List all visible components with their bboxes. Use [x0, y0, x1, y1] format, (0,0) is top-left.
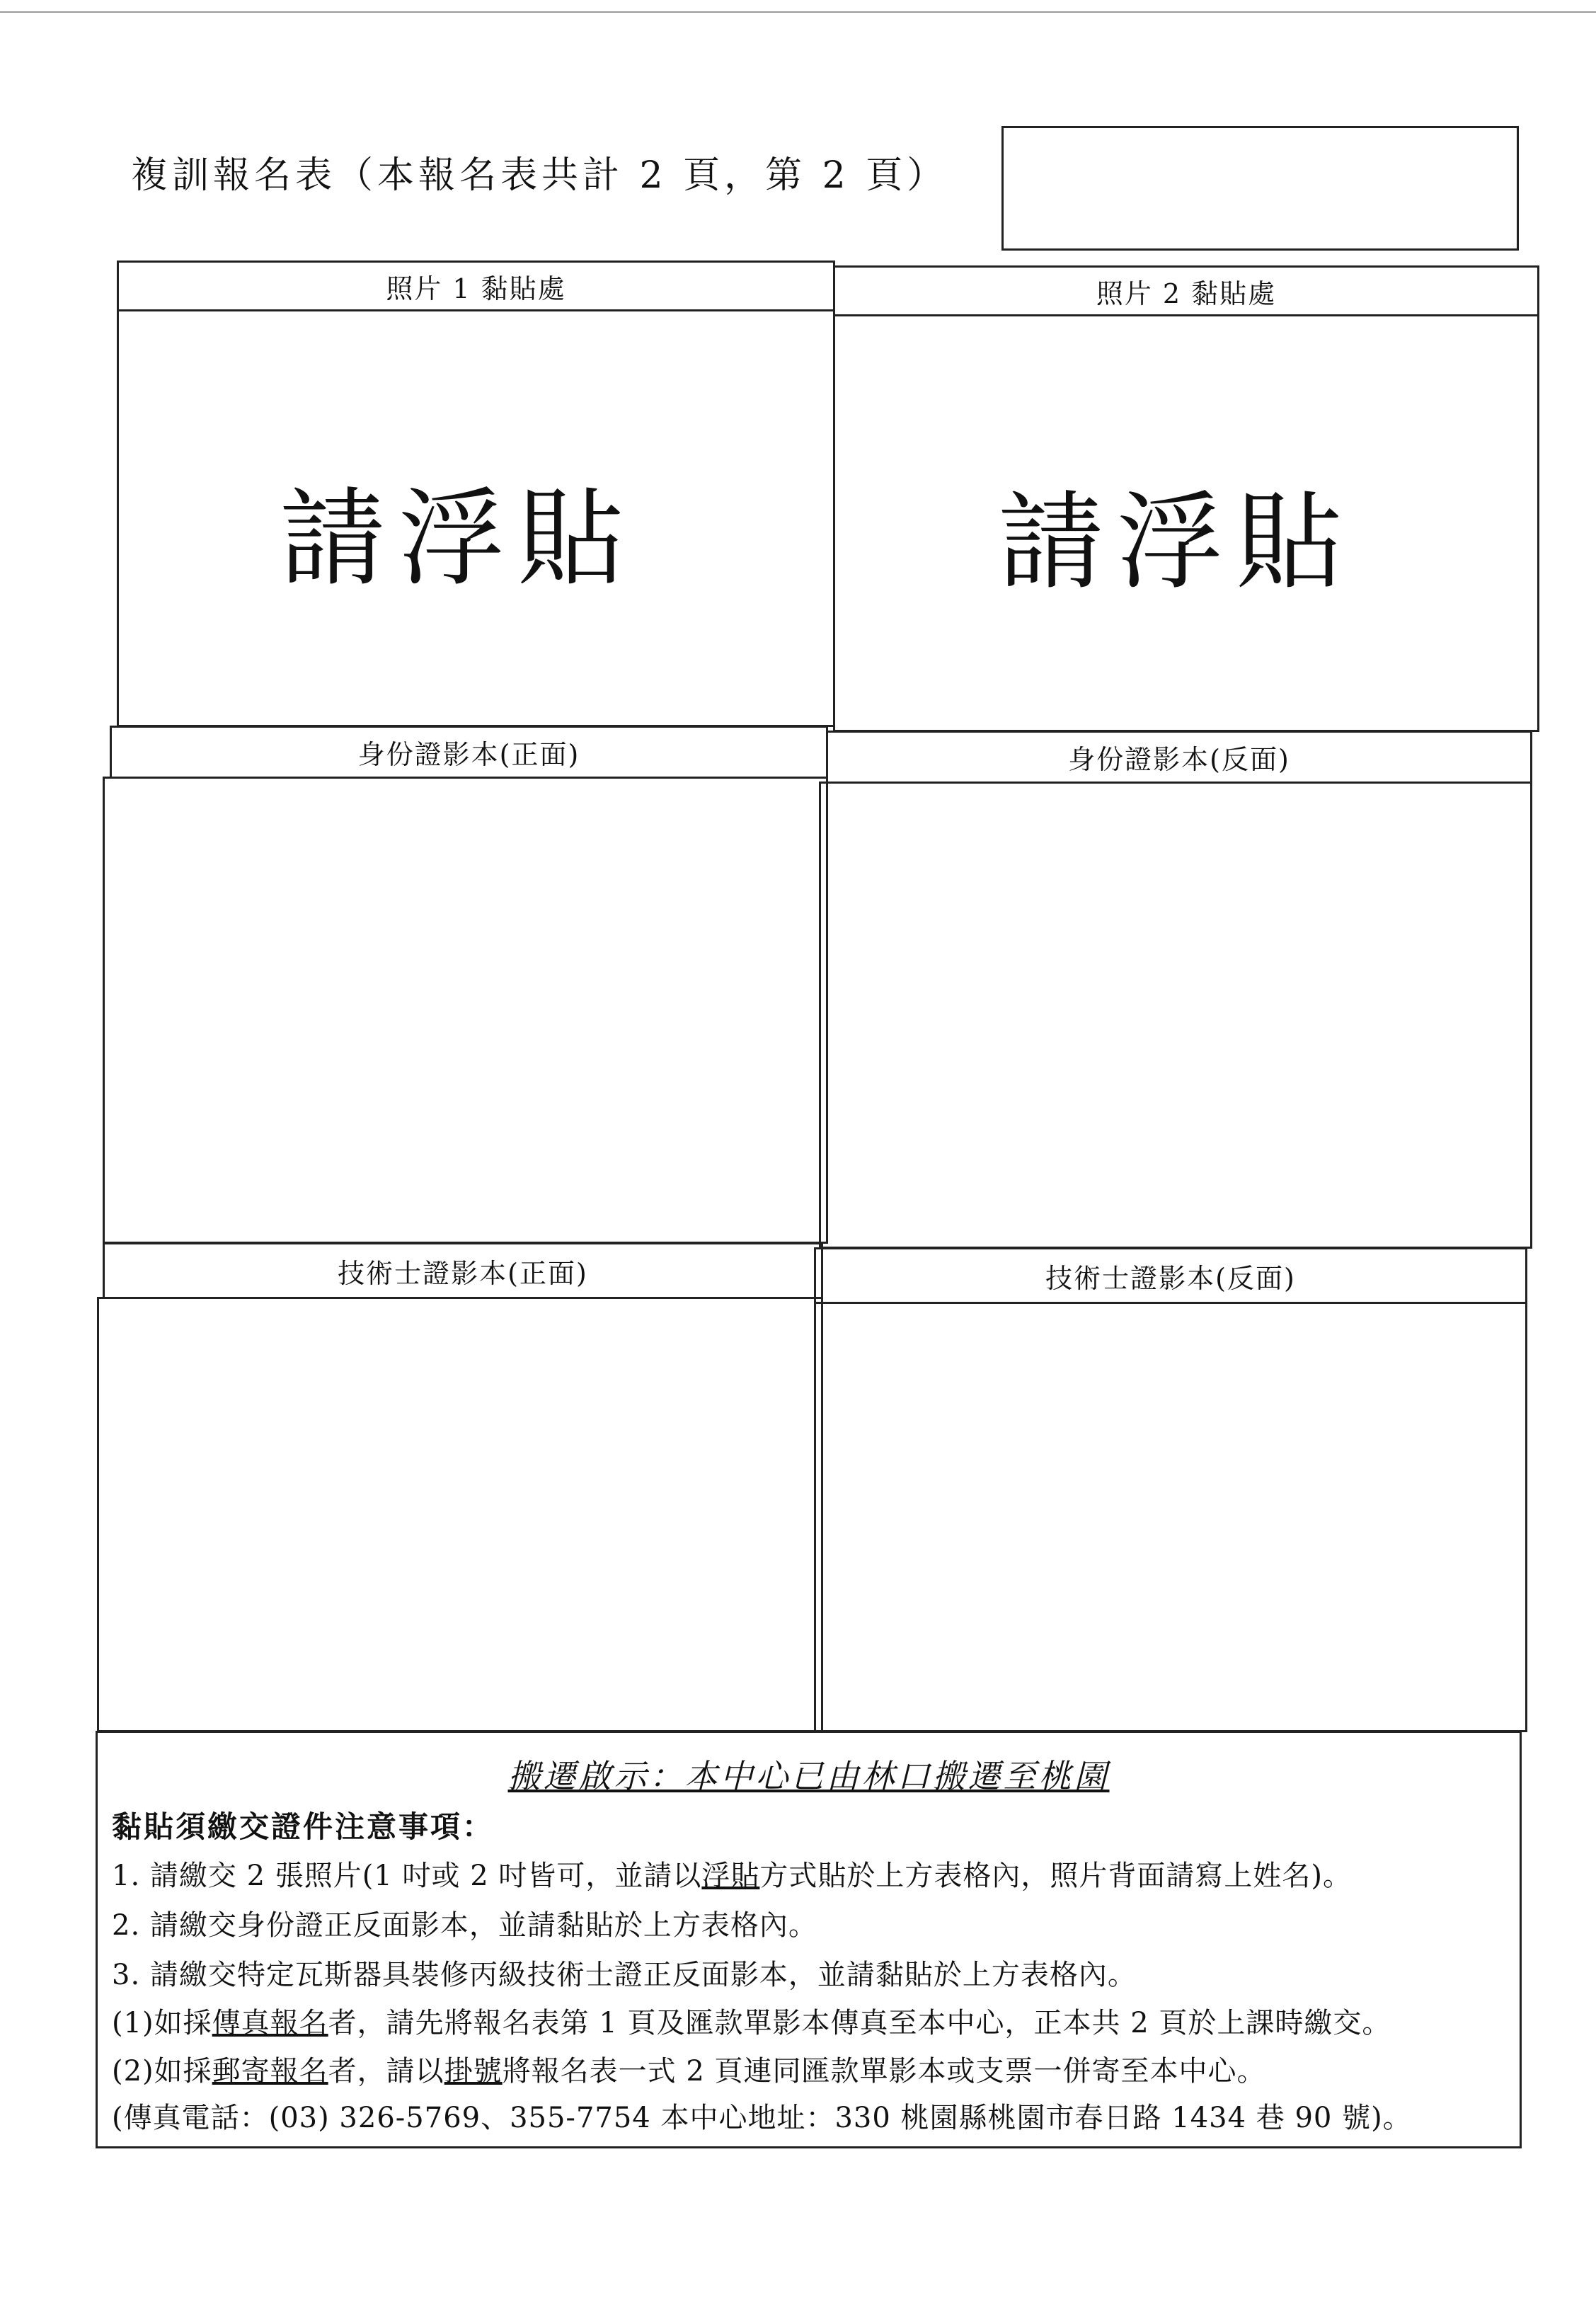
note-item-1-text: 1. 請繳交 2 張照片(1 吋或 2 吋皆可，並請以	[112, 1860, 702, 1892]
tech-cert-front-area	[97, 1297, 823, 1732]
note-sub-1-text: (1)如採	[112, 2007, 212, 2039]
photo1-paste-text: 請浮貼	[280, 478, 637, 601]
office-use-box	[1001, 126, 1519, 251]
id-front-area	[103, 777, 828, 1244]
id-front-header: 身份證影本(正面)	[110, 726, 828, 779]
note-sub-2-text-end: 將報名表一式 2 頁連同匯款單影本或支票一併寄至本中心。	[502, 2055, 1266, 2088]
note-sub-2-emphasis-2: 掛號	[444, 2055, 503, 2088]
contact-info: (傳真電話：(03) 326-5769、355-7754 本中心地址：330 桃園縣桃園市春日路 1434 巷 90 號)。	[112, 2102, 1412, 2134]
note-item-1	[112, 1853, 1352, 1894]
note-sub-2-text-mid: 者，請以	[328, 2055, 444, 2088]
note-item-3: 3. 請繳交特定瓦斯器具裝修丙級技術士證正反面影本，並請黏貼於上方表格內。	[112, 1959, 1137, 1991]
note-item-1-text-end: 方式貼於上方表格內，照片背面請寫上姓名)。	[759, 1860, 1353, 1892]
photo1-header: 照片 1 黏貼處	[117, 261, 835, 311]
id-back-area	[819, 782, 1532, 1249]
note-item-1-emphasis: 浮貼	[701, 1860, 760, 1892]
photo2-paste-text: 請浮貼	[998, 481, 1355, 605]
tech-cert-back-header: 技術士證影本(反面)	[814, 1247, 1527, 1304]
scan-top-line	[0, 11, 1596, 13]
note-sub-2-emphasis-1: 郵寄報名	[212, 2055, 328, 2088]
note-sub-1-text-end: 者，請先將報名表第 1 頁及匯款單影本傳真至本中心，正本共 2 頁於上課時繳交。	[328, 2007, 1391, 2039]
note-sub-item-1	[112, 2000, 1391, 2041]
note-sub-1-emphasis: 傳真報名	[212, 2007, 328, 2039]
photo2-header: 照片 2 黏貼處	[833, 265, 1539, 316]
tech-cert-back-area	[814, 1302, 1527, 1732]
note-sub-item-2	[112, 2049, 1266, 2089]
note-item-2: 2. 請繳交身份證正反面影本，並請黏貼於上方表格內。	[112, 1909, 817, 1942]
form-title: 複訓報名表（本報名表共計 2 頁，第 2 頁）	[131, 154, 948, 197]
note-sub-2-text: (2)如採	[112, 2055, 212, 2088]
notes-heading: 黏貼須繳交證件注意事項：	[112, 1809, 495, 1844]
notes-section	[96, 1731, 1522, 2148]
relocation-notice: 搬遷啟示：本中心已由林口搬遷至桃園	[507, 1757, 1110, 1795]
id-back-header: 身份證影本(反面)	[826, 731, 1532, 784]
tech-cert-front-header: 技術士證影本(正面)	[103, 1242, 823, 1299]
